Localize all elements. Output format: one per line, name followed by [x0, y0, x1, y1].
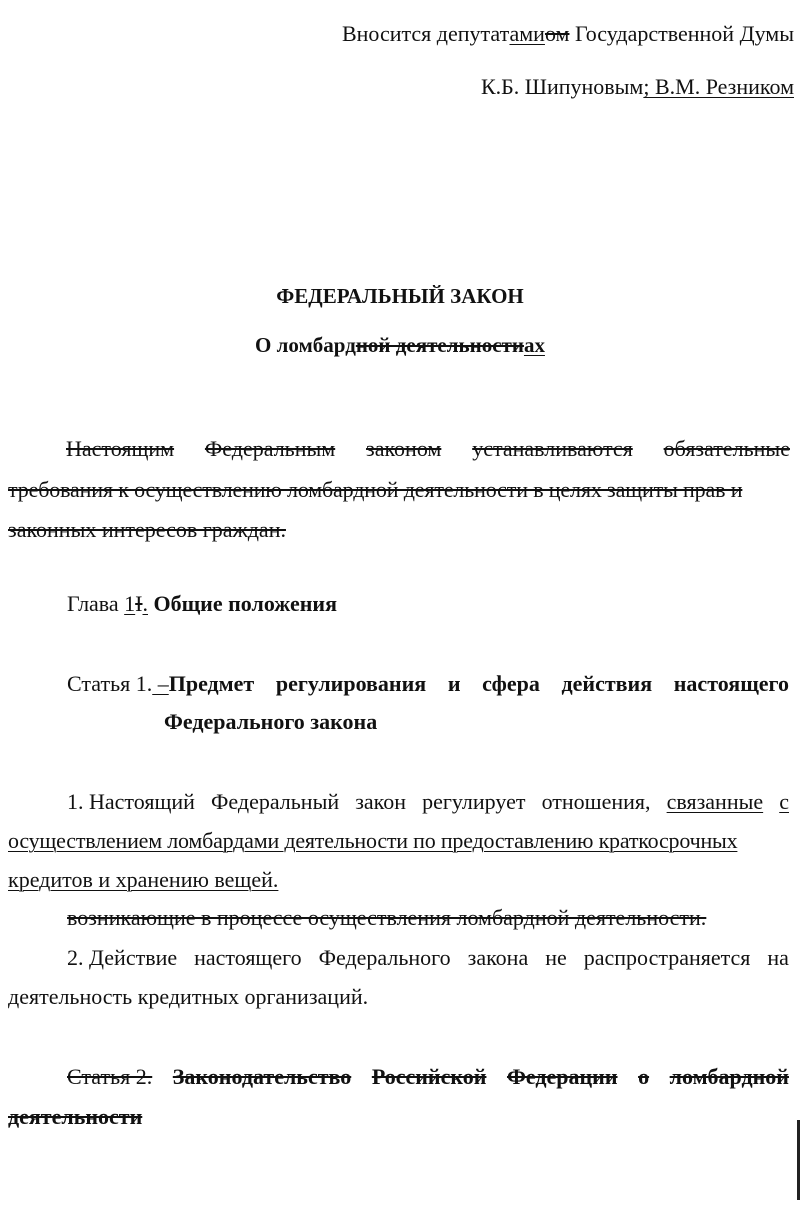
article-1-heading-line-1: [67, 670, 789, 698]
para-1-line-1: [67, 788, 789, 816]
word: на: [767, 945, 789, 970]
author-name: К.Б. Шипуновым: [480, 74, 644, 99]
preamble-line-1: [66, 435, 790, 463]
word: регулирует: [422, 789, 526, 814]
article-number: Статья 2.: [67, 1064, 153, 1089]
subject-prefix: О ломбард: [255, 333, 356, 357]
word: и: [447, 671, 461, 696]
word: настоящего: [673, 671, 789, 696]
deleted-text: ной деятельности: [355, 333, 524, 357]
inserted-text: ами: [509, 21, 545, 46]
word: действия: [561, 671, 653, 696]
para-1-line-4-deleted: возникающие в процессе осуществления ломбардной деятельности.: [67, 905, 707, 930]
word: 2. Действие: [67, 945, 178, 970]
para-1-line-2: осуществлением ломбардами деятельности по предоставлению краткосрочных: [8, 828, 738, 853]
chapter-title: Общие положения: [148, 591, 337, 616]
inserted-text: .: [142, 591, 148, 616]
preamble-line-3: законных интересов граждан.: [8, 517, 286, 542]
law-type-title: ФЕДЕРАЛЬНЫЙ ЗАКОН: [276, 284, 524, 308]
word: законом: [366, 436, 442, 461]
word: ломбардной: [669, 1064, 789, 1089]
article-number: Статья 1. –Предмет: [67, 671, 255, 696]
chapter-prefix: Глава: [67, 591, 125, 616]
inserted-word: с: [779, 789, 789, 814]
word: сфера: [482, 671, 540, 696]
deleted-text: ом: [544, 21, 570, 46]
inserted-word: связанные: [666, 789, 764, 814]
word: устанавливаются: [472, 436, 633, 461]
introduced-by-suffix: Государственной Думы: [569, 21, 794, 46]
para-1-line-3: кредитов и хранению вещей.: [8, 867, 279, 892]
law-subject-title: [0, 331, 800, 359]
deleted-text: I: [135, 591, 143, 616]
word: закон: [355, 789, 407, 814]
article-2-heading-line-1: [67, 1063, 789, 1091]
word: регулирования: [275, 671, 427, 696]
word: отношения,: [541, 789, 651, 814]
article-1-heading-line-2: Федерального закона: [164, 709, 378, 734]
word: закона: [467, 945, 529, 970]
word: о: [638, 1064, 650, 1089]
word: не: [545, 945, 567, 970]
introduced-by-line: [342, 20, 794, 48]
word: Федерации: [506, 1064, 618, 1089]
introduced-by-prefix: Вносится депутат: [341, 21, 510, 46]
word: 1. Настоящий: [67, 789, 195, 814]
word: настоящего: [194, 945, 302, 970]
word: обязательные: [663, 436, 790, 461]
word: Настоящим: [66, 436, 175, 461]
word: Федеральным: [204, 436, 336, 461]
article-2-heading-line-2: деятельности: [8, 1104, 143, 1129]
chapter-heading: [67, 590, 337, 618]
word: Российской: [371, 1064, 487, 1089]
inserted-author: ; В.М. Резником: [643, 74, 794, 99]
authors-line: [481, 73, 794, 101]
word: Федерального: [318, 945, 451, 970]
para-2-line-2: деятельность кредитных организаций.: [8, 984, 369, 1009]
word: Федеральный: [211, 789, 340, 814]
inserted-text: 1: [124, 591, 136, 616]
word: Законодательство: [172, 1064, 352, 1089]
inserted-text: ах: [523, 333, 545, 357]
preamble-line-2: требования к осуществлению ломбардной деятельности в целях защиты прав и: [8, 477, 743, 502]
para-2-line-1: [67, 944, 789, 972]
word: распространяется: [583, 945, 751, 970]
